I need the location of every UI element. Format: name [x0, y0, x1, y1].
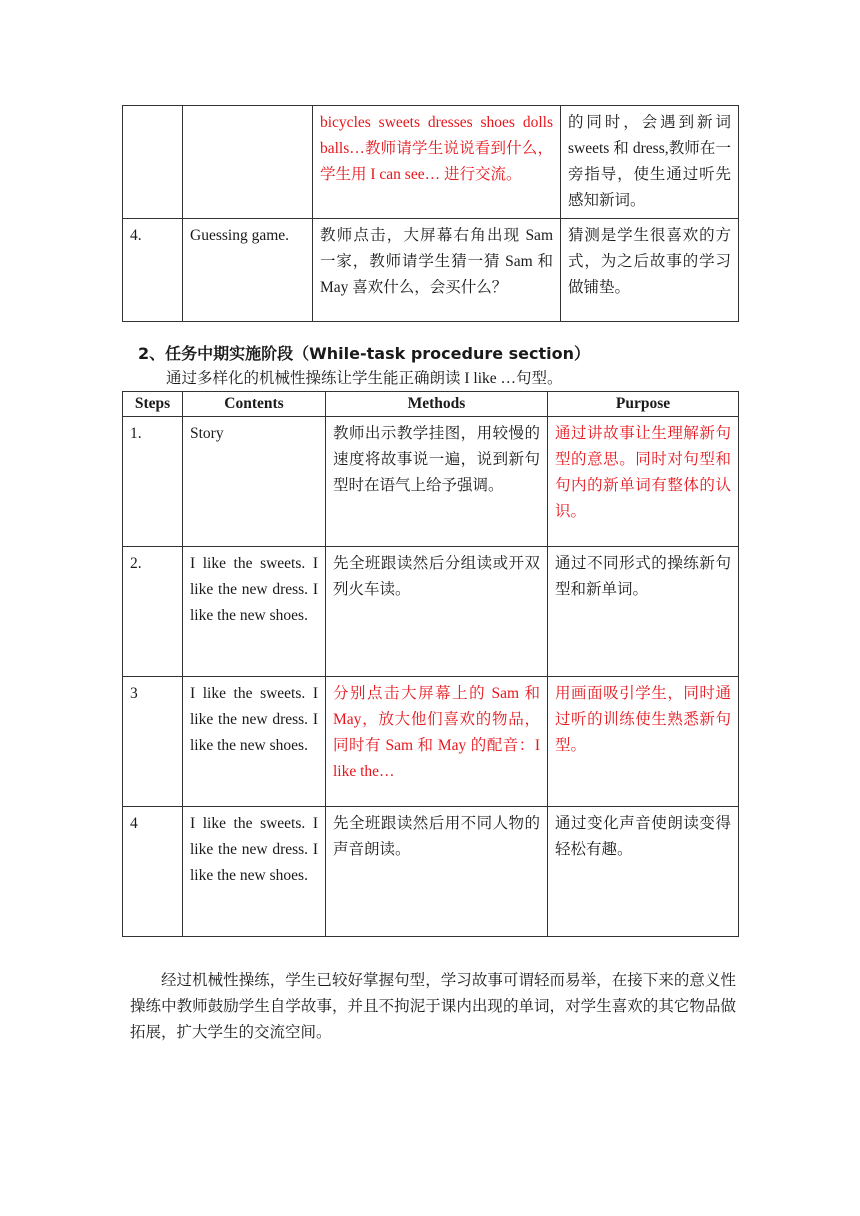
- content-cell: I like the sweets. I like the new dress. I like the new shoes.: [183, 677, 326, 807]
- header-steps: Steps: [123, 392, 183, 417]
- methods-cell: 先全班跟读然后用不同人物的声音朗读。: [326, 807, 548, 937]
- table-row: [123, 807, 739, 937]
- purpose-cell: 通过不同形式的操练新句型和新单词。: [548, 547, 739, 677]
- pre-task-table: [122, 105, 739, 322]
- purpose-cell: 通过讲故事让生理解新句型的意思。同时对句型和句内的新单词有整体的认识。: [548, 417, 739, 547]
- section-intro: 通过多样化的机械性操练让学生能正确朗读 I like …句型。: [166, 370, 563, 387]
- methods-cell: bicycles sweets dresses shoes dolls balls…教师请学生说说看到什么，学生用 I can see… 进行交流。: [313, 106, 561, 219]
- content-cell: Story: [183, 417, 326, 547]
- header-contents: Contents: [183, 392, 326, 417]
- step-cell: 4: [123, 807, 183, 937]
- table-row: [123, 417, 739, 547]
- table-header-row: [123, 392, 739, 417]
- purpose-cell: 的同时，会遇到新词 sweets 和 dress,教师在一旁指导，使生通过听先感知新词。: [561, 106, 739, 219]
- while-task-table: [122, 391, 739, 937]
- content-cell: Guessing game.: [183, 219, 313, 322]
- table-row: [123, 219, 739, 322]
- methods-cell: 教师出示教学挂图，用较慢的速度将故事说一遍，说到新句型时在语气上给予强调。: [326, 417, 548, 547]
- content-cell: I like the sweets. I like the new dress. I like the new shoes.: [183, 807, 326, 937]
- table-row: [123, 677, 739, 807]
- purpose-cell: 用画面吸引学生，同时通过听的训练使生熟悉新句型。: [548, 677, 739, 807]
- purpose-cell: 通过变化声音使朗读变得轻松有趣。: [548, 807, 739, 937]
- table-row: [123, 547, 739, 677]
- step-cell: 2.: [123, 547, 183, 677]
- step-cell: 3: [123, 677, 183, 807]
- table-row: [123, 106, 739, 219]
- step-cell: 1.: [123, 417, 183, 547]
- section-heading: 2、任务中期实施阶段（While-task procedure section）: [138, 344, 591, 363]
- methods-cell: 分别点击大屏幕上的 Sam 和 May，放大他们喜欢的物品，同时有 Sam 和 May 的配音：I like the…: [326, 677, 548, 807]
- purpose-cell: 猜测是学生很喜欢的方式，为之后故事的学习做铺垫。: [561, 219, 739, 322]
- methods-cell: 先全班跟读然后分组读或开双列火车读。: [326, 547, 548, 677]
- content-cell: [183, 106, 313, 219]
- header-purpose: Purpose: [548, 392, 739, 417]
- step-cell: 4.: [123, 219, 183, 322]
- content-cell: I like the sweets. I like the new dress. I like the new shoes.: [183, 547, 326, 677]
- methods-cell: 教师点击，大屏幕右角出现 Sam 一家，教师请学生猜一猜 Sam 和 May 喜欢什么，会买什么？: [313, 219, 561, 322]
- header-methods: Methods: [326, 392, 548, 417]
- step-cell: [123, 106, 183, 219]
- summary-paragraph: 经过机械性操练，学生已较好掌握句型，学习故事可谓轻而易举，在接下来的意义性操练中教师鼓励学生自学故事，并且不拘泥于课内出现的单词，对学生喜欢的其它物品做拓展，扩大学生的交流空间。: [130, 972, 736, 1041]
